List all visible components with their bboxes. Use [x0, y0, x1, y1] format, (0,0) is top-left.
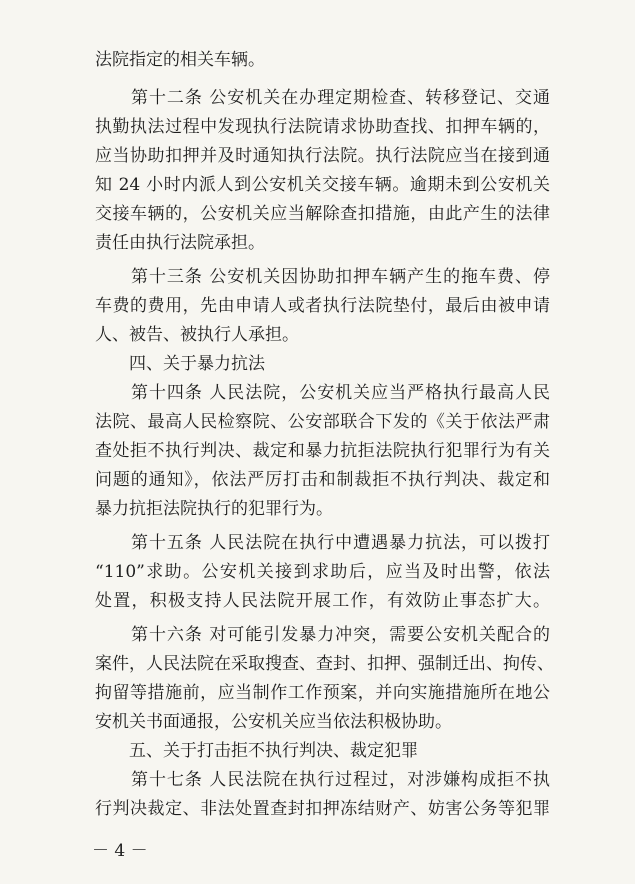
text-line: 人、被告、被执行人承担。: [95, 325, 299, 345]
page-number: － 4 －: [92, 841, 148, 861]
text-line: 第十七条 人民法院在执行过程过，对涉嫌构成拒不执: [95, 770, 550, 790]
text-line: “110”求助。公安机关接到求助后，应当及时出警，依法: [95, 562, 550, 582]
text-line: 处置，积极支持人民法院开展工作，有效防止事态扩大。: [95, 591, 550, 611]
text-line: 车费的费用，先由申请人或者执行法院垫付，最后由被申请: [95, 296, 550, 316]
text-line: 第十五条 人民法院在执行中遭遇暴力抗法，可以拨打: [95, 533, 550, 553]
text-line: 行判决裁定、非法处置查封扣押冻结财产、妨害公务等犯罪: [95, 799, 550, 819]
text-line: 查处拒不执行判决、裁定和暴力抗拒法院执行犯罪行为有关: [95, 441, 550, 461]
text-line: 第十四条 人民法院，公安机关应当严格执行最高人民: [95, 383, 550, 403]
section-heading: 四、关于暴力抗法: [95, 354, 265, 374]
text-line: 安机关书面通报，公安机关应当依法积极协助。: [95, 712, 452, 732]
text-line: 问题的通知》，依法严厉打击和制裁拒不执行判决、裁定和: [95, 470, 550, 490]
text-line: 第十三条 公安机关因协助扣押车辆产生的拖车费、停: [95, 267, 550, 287]
section-heading: 五、关于打击拒不执行判决、裁定犯罪: [95, 741, 418, 761]
text-line: 拘留等措施前，应当制作工作预案，并向实施措施所在地公: [95, 683, 550, 703]
text-line: 第十六条 对可能引发暴力冲突，需要公安机关配合的: [95, 625, 550, 645]
text-line: 案件，人民法院在采取搜查、查封、扣押、强制迁出、拘传、: [95, 654, 554, 674]
text-line: 执勤执法过程中发现执行法院请求协助查找、扣押车辆的，: [95, 117, 550, 137]
text-line: 暴力抗拒法院执行的犯罪行为。: [95, 499, 333, 519]
text-line: 法院指定的相关车辆。: [95, 50, 265, 70]
text-line: 知 24 小时内派人到公安机关交接车辆。逾期未到公安机关: [95, 175, 550, 195]
text-line: 应当协助扣押并及时通知执行法院。执行法院应当在接到通: [95, 146, 550, 166]
text-line: 交接车辆的，公安机关应当解除查扣措施，由此产生的法律: [95, 204, 550, 224]
text-line: 第十二条 公安机关在办理定期检查、转移登记、交通: [95, 88, 550, 108]
text-line: 法院、最高人民检察院、公安部联合下发的《关于依法严肃: [95, 412, 550, 432]
text-line: 责任由执行法院承担。: [95, 233, 265, 253]
